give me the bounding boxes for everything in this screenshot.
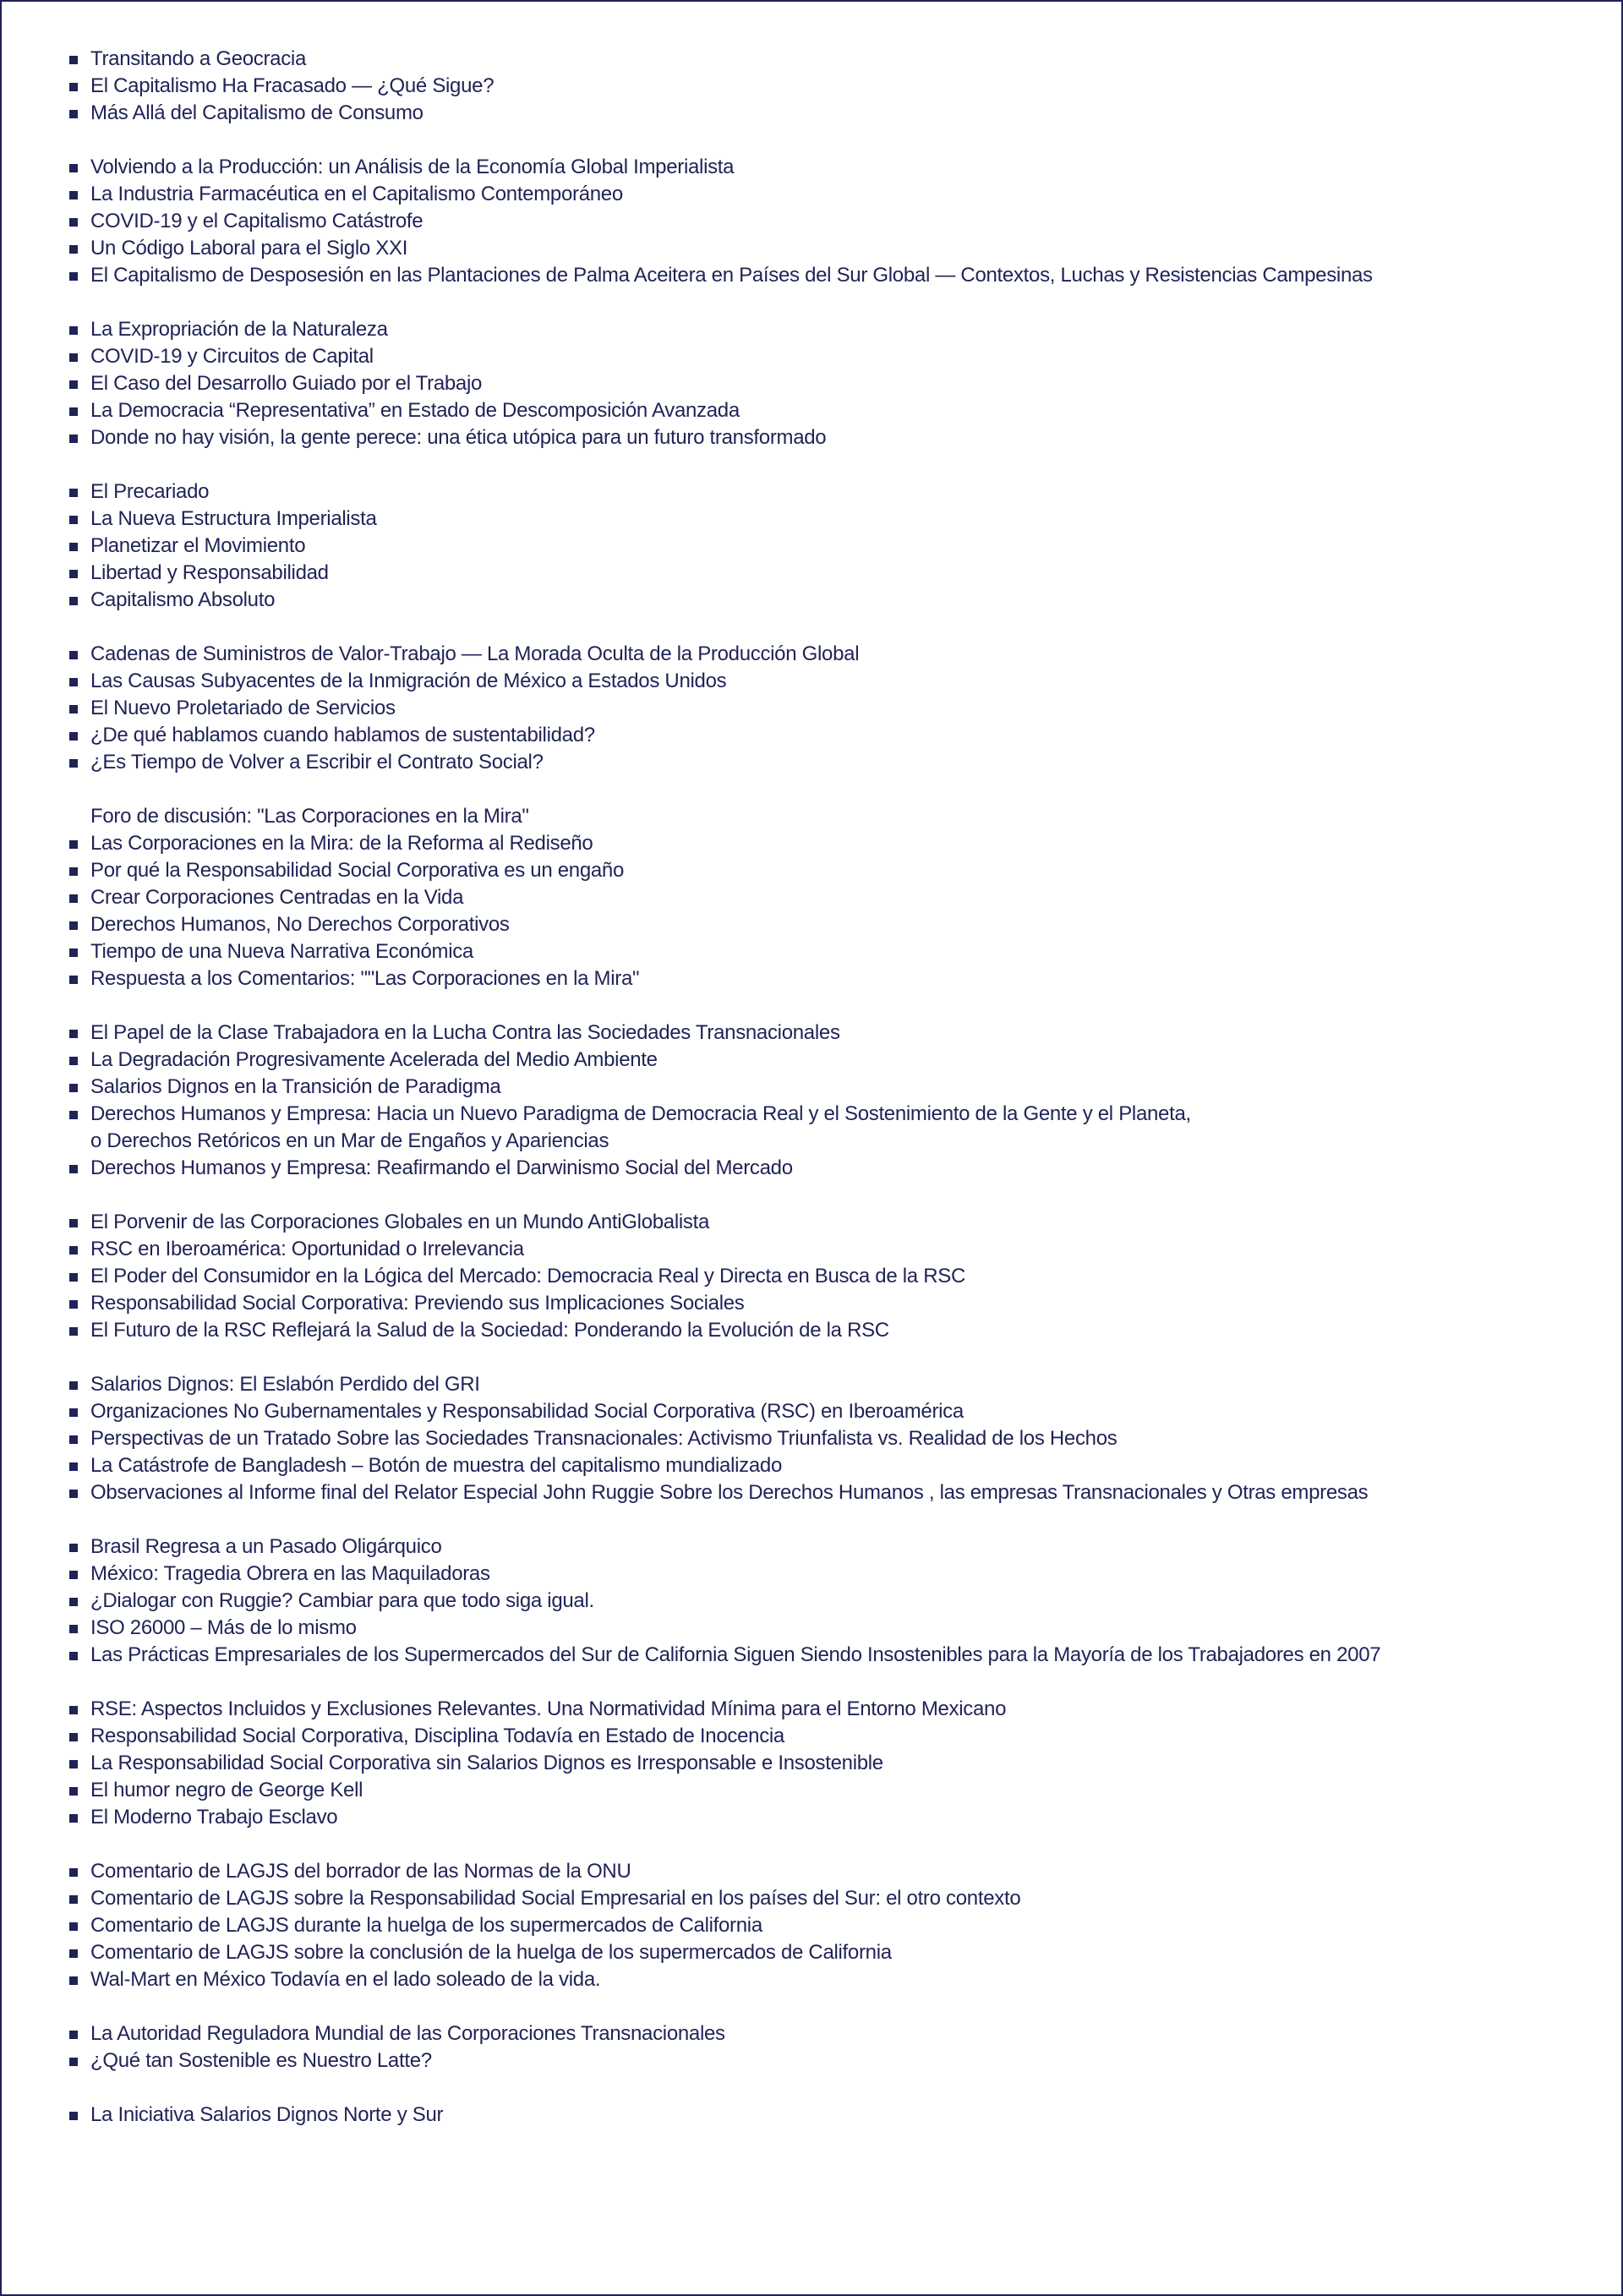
article-link[interactable]	[69, 1398, 1557, 1425]
article-link-label: Derechos Humanos, No Derechos Corporativos	[90, 913, 510, 936]
article-link[interactable]	[69, 370, 1557, 397]
article-link[interactable]	[69, 830, 1557, 857]
article-link-label: El Capitalismo de Desposesión en las Plantaciones de Palma Aceitera en Países del Sur Global — Contextos, Luchas y Resistencias Campesinas	[90, 264, 1373, 287]
square-bullet-icon	[69, 164, 78, 172]
article-link-label: El Caso del Desarrollo Guiado por el Trabajo	[90, 372, 483, 395]
article-link[interactable]	[69, 73, 1557, 100]
article-link-label: ¿Dialogar con Ruggie? Cambiar para que todo siga igual.	[90, 1589, 594, 1612]
article-link-label: México: Tragedia Obrera en las Maquiladoras	[90, 1562, 490, 1585]
square-bullet-icon	[69, 2031, 78, 2039]
article-link-label: Cadenas de Suministros de Valor-Trabajo — La Morada Oculta de la Producción Global	[90, 642, 860, 665]
article-group	[69, 803, 1557, 992]
square-bullet-icon	[69, 1787, 78, 1796]
article-link-label: Responsabilidad Social Corporativa, Disciplina Todavía en Estado de Inocencia	[90, 1725, 784, 1747]
square-bullet-icon	[69, 1408, 78, 1417]
article-link-label: La Nueva Estructura Imperialista	[90, 507, 377, 530]
article-group	[69, 46, 1557, 127]
article-link[interactable]	[69, 424, 1557, 451]
square-bullet-icon	[69, 1111, 78, 1119]
article-link-label: Salarios Dignos en la Transición de Paradigma	[90, 1075, 501, 1098]
article-group	[69, 154, 1557, 289]
article-link[interactable]	[69, 2047, 1557, 2075]
article-link-label: COVID-19 y el Capitalismo Catástrofe	[90, 210, 424, 232]
square-bullet-icon	[69, 732, 78, 741]
square-bullet-icon	[69, 1544, 78, 1552]
square-bullet-icon	[69, 1625, 78, 1633]
square-bullet-icon	[69, 705, 78, 713]
article-link-label: Las Prácticas Empresariales de los Supermercados del Sur de California Siguen Siendo Insostenibles para la Mayoría de los Trabajadores en 2007	[90, 1643, 1381, 1666]
article-link[interactable]	[69, 911, 1557, 938]
article-link-label: Planetizar el Movimiento	[90, 534, 306, 557]
article-link[interactable]	[69, 100, 1557, 127]
article-link[interactable]	[69, 397, 1557, 424]
square-bullet-icon	[69, 1327, 78, 1336]
square-bullet-icon	[69, 651, 78, 659]
square-bullet-icon	[69, 1571, 78, 1579]
article-link[interactable]	[69, 1750, 1557, 1777]
article-link-label: Comentario de LAGJS del borrador de las Normas de la ONU	[90, 1860, 631, 1883]
article-link-label: Comentario de LAGJS durante la huelga de los supermercados de California	[90, 1914, 762, 1937]
article-link[interactable]	[69, 154, 1557, 181]
square-bullet-icon	[69, 1976, 78, 1985]
article-link[interactable]	[69, 533, 1557, 560]
square-bullet-icon	[69, 272, 78, 281]
square-bullet-icon	[69, 1733, 78, 1741]
article-link[interactable]	[69, 316, 1557, 343]
article-link-label: Volviendo a la Producción: un Análisis de la Economía Global Imperialista	[90, 156, 735, 178]
square-bullet-icon	[69, 407, 78, 416]
article-link[interactable]	[69, 1804, 1557, 1831]
article-link[interactable]	[69, 560, 1557, 587]
article-link[interactable]	[69, 1479, 1557, 1506]
square-bullet-icon	[69, 326, 78, 335]
square-bullet-icon	[69, 1462, 78, 1471]
article-link-label: Más Allá del Capitalismo de Consumo	[90, 101, 424, 124]
square-bullet-icon	[69, 2112, 78, 2120]
article-link-label: El Poder del Consumidor en la Lógica del Mercado: Democracia Real y Directa en Busca de la RSC	[90, 1265, 965, 1287]
article-link-label: Las Causas Subyacentes de la Inmigración de México a Estados Unidos	[90, 670, 727, 692]
square-bullet-icon	[69, 894, 78, 903]
article-link[interactable]	[69, 262, 1557, 289]
article-link[interactable]	[69, 1101, 1557, 1155]
article-link[interactable]	[69, 1209, 1557, 1236]
article-group	[69, 1533, 1557, 1669]
article-link-label: La Expropriación de la Naturaleza	[90, 318, 388, 341]
article-link[interactable]	[69, 1533, 1557, 1561]
article-link[interactable]	[69, 1561, 1557, 1588]
square-bullet-icon	[69, 1706, 78, 1714]
article-link[interactable]	[69, 1047, 1557, 1074]
article-link[interactable]	[69, 938, 1557, 965]
article-link-label: Derechos Humanos y Empresa: Hacia un Nuevo Paradigma de Democracia Real y el Sostenimiento de la Gente y el Planeta, o Derechos Retóricos en un Mar de Engaños y Apariencias	[90, 1102, 1191, 1152]
square-bullet-icon	[69, 56, 78, 64]
square-bullet-icon	[69, 435, 78, 443]
article-link-label: Organizaciones No Gubernamentales y Responsabilidad Social Corporativa (RSC) en Iberoamérica	[90, 1400, 964, 1423]
article-link[interactable]	[69, 2020, 1557, 2047]
square-bullet-icon	[69, 840, 78, 849]
article-link-label: Transitando a Geocracia	[90, 47, 307, 70]
article-link[interactable]	[69, 1425, 1557, 1452]
square-bullet-icon	[69, 948, 78, 957]
article-group	[69, 478, 1557, 614]
article-link-label: Observaciones al Informe final del Relator Especial John Ruggie Sobre los Derechos Humanos , las empresas Transnacionales y Otras empresas	[90, 1481, 1369, 1504]
square-bullet-icon	[69, 1057, 78, 1065]
article-link-label: Salarios Dignos: El Eslabón Perdido del GRI	[90, 1373, 480, 1396]
article-link-label: COVID-19 y Circuitos de Capital	[90, 345, 374, 368]
article-link[interactable]	[69, 857, 1557, 884]
square-bullet-icon	[69, 191, 78, 200]
square-bullet-icon	[69, 1246, 78, 1255]
article-link[interactable]	[69, 641, 1557, 668]
article-link-label: La Degradación Progresivamente Acelerada del Medio Ambiente	[90, 1048, 658, 1071]
group-heading: Foro de discusión: "Las Corporaciones en la Mira"	[90, 805, 529, 828]
article-link[interactable]	[69, 1777, 1557, 1804]
article-link[interactable]	[69, 695, 1557, 722]
article-link-label: Derechos Humanos y Empresa: Reafirmando el Darwinismo Social del Mercado	[90, 1156, 793, 1179]
article-link[interactable]	[69, 884, 1557, 911]
article-link[interactable]	[69, 1723, 1557, 1750]
article-link-label: ¿Qué tan Sostenible es Nuestro Latte?	[90, 2049, 432, 2072]
square-bullet-icon	[69, 353, 78, 362]
article-link-label: El Futuro de la RSC Reflejará la Salud de la Sociedad: Ponderando la Evolución de la RSC	[90, 1319, 889, 1342]
article-link[interactable]	[69, 1696, 1557, 1723]
article-link[interactable]	[69, 668, 1557, 695]
article-group	[69, 316, 1557, 451]
article-link-label: Donde no hay visión, la gente perece: una ética utópica para un futuro transformado	[90, 426, 827, 449]
square-bullet-icon	[69, 1381, 78, 1390]
article-link-label: El Moderno Trabajo Esclavo	[90, 1806, 338, 1829]
article-link[interactable]	[69, 1452, 1557, 1479]
article-link-label: Por qué la Responsabilidad Social Corporativa es un engaño	[90, 859, 625, 882]
article-link-label: ISO 26000 – Más de lo mismo	[90, 1616, 357, 1639]
article-group	[69, 641, 1557, 776]
square-bullet-icon	[69, 570, 78, 578]
square-bullet-icon	[69, 597, 78, 605]
square-bullet-icon	[69, 1273, 78, 1282]
article-link[interactable]	[69, 1939, 1557, 1966]
article-link[interactable]	[69, 1615, 1557, 1642]
article-link-label: Responsabilidad Social Corporativa: Previendo sus Implicaciones Sociales	[90, 1292, 745, 1315]
square-bullet-icon	[69, 1300, 78, 1309]
article-link[interactable]	[69, 235, 1557, 262]
article-link[interactable]	[69, 587, 1557, 614]
article-link[interactable]	[69, 46, 1557, 73]
article-group	[69, 1209, 1557, 1344]
article-link-label: El Porvenir de las Corporaciones Globales en un Mundo AntiGlobalista	[90, 1211, 710, 1233]
article-link[interactable]	[69, 1858, 1557, 1885]
article-link-label: Las Corporaciones en la Mira: de la Reforma al Rediseño	[90, 832, 593, 855]
article-group	[69, 1020, 1557, 1182]
article-link[interactable]	[69, 1371, 1557, 1398]
article-link[interactable]	[69, 181, 1557, 208]
square-bullet-icon	[69, 1435, 78, 1444]
article-link[interactable]	[69, 1290, 1557, 1317]
square-bullet-icon	[69, 245, 78, 254]
article-link-label: Crear Corporaciones Centradas en la Vida	[90, 886, 464, 909]
article-link[interactable]	[69, 1236, 1557, 1263]
article-link[interactable]	[69, 2102, 1557, 2129]
square-bullet-icon	[69, 1814, 78, 1823]
article-link-label: La Democracia “Representativa” en Estado de Descomposición Avanzada	[90, 399, 740, 422]
article-link-label: Libertad y Responsabilidad	[90, 561, 329, 584]
square-bullet-icon	[69, 867, 78, 876]
article-link-label: El humor negro de George Kell	[90, 1779, 363, 1801]
article-link[interactable]	[69, 1588, 1557, 1615]
article-link[interactable]	[69, 506, 1557, 533]
square-bullet-icon	[69, 678, 78, 686]
article-link[interactable]	[69, 965, 1557, 992]
article-link[interactable]	[69, 1885, 1557, 1912]
article-group	[69, 1858, 1557, 1993]
article-link[interactable]	[69, 1642, 1557, 1669]
article-list	[69, 46, 1557, 2156]
article-group	[69, 2102, 1557, 2129]
article-link-label: ¿Es Tiempo de Volver a Escribir el Contrato Social?	[90, 751, 544, 774]
article-link[interactable]	[69, 1074, 1557, 1101]
article-link-label: La Industria Farmacéutica en el Capitalismo Contemporáneo	[90, 183, 623, 205]
square-bullet-icon	[69, 1084, 78, 1092]
square-bullet-icon	[69, 1490, 78, 1498]
square-bullet-icon	[69, 976, 78, 984]
article-link[interactable]	[69, 749, 1557, 776]
article-link[interactable]	[69, 1912, 1557, 1939]
square-bullet-icon	[69, 380, 78, 389]
article-link-label: La Catástrofe de Bangladesh – Botón de muestra del capitalismo mundializado	[90, 1454, 783, 1477]
article-link-label: El Nuevo Proletariado de Servicios	[90, 697, 396, 719]
square-bullet-icon	[69, 759, 78, 768]
square-bullet-icon	[69, 1868, 78, 1877]
square-bullet-icon	[69, 1922, 78, 1931]
square-bullet-icon	[69, 1652, 78, 1660]
article-link-label: Un Código Laboral para el Siglo XXI	[90, 237, 408, 260]
article-link[interactable]	[69, 1020, 1557, 1047]
square-bullet-icon	[69, 83, 78, 91]
article-link-label: La Autoridad Reguladora Mundial de las Corporaciones Transnacionales	[90, 2022, 725, 2045]
article-link[interactable]	[69, 1966, 1557, 1993]
square-bullet-icon	[69, 516, 78, 524]
square-bullet-icon	[69, 1949, 78, 1958]
square-bullet-icon	[69, 489, 78, 497]
square-bullet-icon	[69, 921, 78, 930]
square-bullet-icon	[69, 110, 78, 118]
article-link[interactable]	[69, 722, 1557, 749]
square-bullet-icon	[69, 1165, 78, 1173]
article-link-label: La Responsabilidad Social Corporativa sin Salarios Dignos es Irresponsable e Insostenible	[90, 1752, 883, 1774]
article-link-label: RSE: Aspectos Incluidos y Exclusiones Relevantes. Una Normatividad Mínima para el Entorno Mexicano	[90, 1697, 1007, 1720]
article-link-label: Capitalismo Absoluto	[90, 588, 276, 611]
article-group	[69, 1371, 1557, 1506]
article-link-label: Perspectivas de un Tratado Sobre las Sociedades Transnacionales: Activismo Triunfalista vs. Realidad de los Hechos	[90, 1427, 1118, 1450]
article-link[interactable]	[69, 1155, 1557, 1182]
article-group	[69, 1696, 1557, 1831]
article-link-label: Comentario de LAGJS sobre la Responsabilidad Social Empresarial en los países del Sur: el otro contexto	[90, 1887, 1021, 1910]
article-link-label: Wal-Mart en México Todavía en el lado soleado de la vida.	[90, 1968, 601, 1991]
article-link[interactable]	[69, 1263, 1557, 1290]
square-bullet-icon	[69, 1760, 78, 1768]
article-link-label: Brasil Regresa a un Pasado Oligárquico	[90, 1535, 442, 1558]
article-link[interactable]	[69, 343, 1557, 370]
article-link[interactable]	[69, 208, 1557, 235]
article-link-label: El Precariado	[90, 480, 210, 503]
article-link-label: Tiempo de una Nueva Narrativa Económica	[90, 940, 473, 963]
square-bullet-icon	[69, 543, 78, 551]
article-link-label: El Papel de la Clase Trabajadora en la Lucha Contra las Sociedades Transnacionales	[90, 1021, 840, 1044]
square-bullet-icon	[69, 1219, 78, 1227]
square-bullet-icon	[69, 1895, 78, 1904]
article-link-label: La Iniciativa Salarios Dignos Norte y Sur	[90, 2103, 444, 2126]
article-link[interactable]	[69, 1317, 1557, 1344]
article-link-label: El Capitalismo Ha Fracasado — ¿Qué Sigue?	[90, 74, 495, 97]
square-bullet-icon	[69, 1598, 78, 1606]
square-bullet-icon	[69, 1030, 78, 1038]
square-bullet-icon	[69, 218, 78, 227]
article-link[interactable]	[69, 478, 1557, 506]
article-link-label: Respuesta a los Comentarios: ""Las Corporaciones en la Mira"	[90, 967, 640, 990]
article-link-label: RSC en Iberoamérica: Oportunidad o Irrelevancia	[90, 1238, 524, 1260]
article-group	[69, 2020, 1557, 2075]
article-link-label: ¿De qué hablamos cuando hablamos de sustentabilidad?	[90, 724, 595, 746]
square-bullet-icon	[69, 2058, 78, 2066]
article-link-label: Comentario de LAGJS sobre la conclusión de la huelga de los supermercados de California	[90, 1941, 892, 1964]
